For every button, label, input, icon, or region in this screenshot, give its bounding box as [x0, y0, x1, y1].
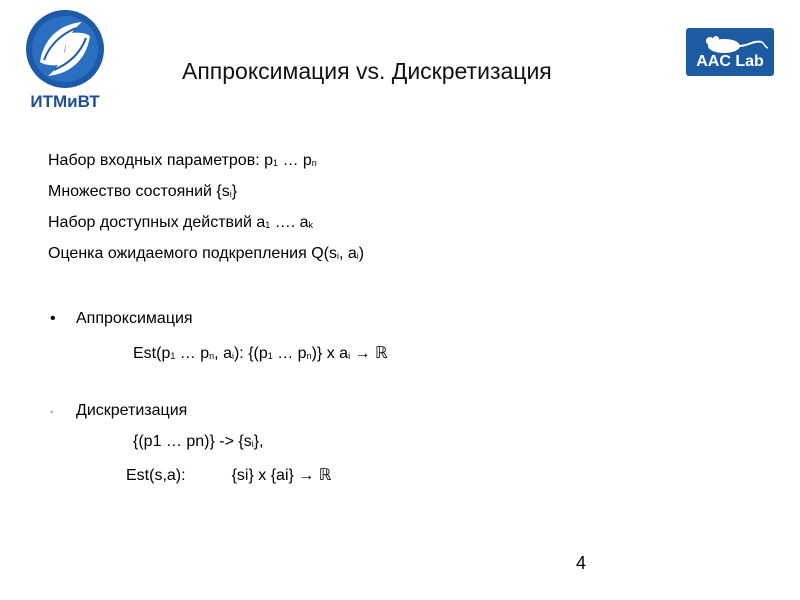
approximation-formula — [133, 343, 388, 363]
reward-line-text: Оценка ожидаемого подкрепления Q(s — [48, 245, 337, 262]
actions-line-text: …. a — [270, 214, 309, 231]
formula-text: }, — [253, 433, 264, 450]
subscript: i — [336, 251, 339, 261]
formula-text: Est(s,a): — [126, 467, 186, 484]
formula-text: → ℝ — [350, 345, 388, 362]
page-number: 4 — [576, 553, 587, 573]
subscript: k — [308, 220, 314, 230]
states-line-text: } — [231, 183, 238, 200]
approximation-bullet — [50, 310, 193, 328]
subscript: i — [356, 251, 359, 261]
formula-text: , a — [214, 345, 232, 362]
formula-text: ): {(p — [233, 345, 268, 362]
subscript: n — [311, 158, 317, 168]
formula-text: )} x a — [311, 345, 349, 362]
discretization-mapping — [133, 433, 264, 451]
subscript: i — [231, 351, 234, 361]
states-line — [48, 177, 364, 208]
subscript: i — [251, 439, 254, 449]
subscript: 1 — [265, 220, 271, 230]
formula-text: {(p1 … pn)} -> {s — [133, 433, 252, 450]
itmivt-logo-text: ИТМиВТ — [30, 92, 100, 111]
subscript: 1 — [267, 351, 273, 361]
subscript: i — [348, 351, 351, 361]
itmivt-emblem-icon — [22, 6, 108, 92]
subscript: 1 — [272, 158, 278, 168]
discretization-bullet — [50, 402, 187, 420]
bullet-dot: ◦ — [50, 407, 54, 418]
aac-lab-logo-text: AAC Lab — [696, 53, 764, 70]
discretization-label: Дискретизация — [76, 402, 188, 419]
aac-lab-logo — [686, 28, 774, 76]
parameters-line — [48, 146, 364, 177]
actions-line-text: Набор доступных действий a — [48, 214, 266, 231]
parameters-line-text: Набор входных параметров: p — [48, 152, 273, 169]
slide-title: Аппроксимация vs. Дискретизация — [182, 58, 552, 84]
formula-text: Est(p — [133, 345, 171, 362]
subscript: 1 — [170, 351, 176, 361]
reward-line-text: , a — [338, 245, 357, 262]
actions-line — [48, 208, 364, 239]
itmivt-logo — [22, 6, 108, 114]
formula-text: … p — [175, 345, 210, 362]
parameters-list — [48, 146, 364, 270]
formula-text: {si} x {ai} → ℝ — [231, 467, 332, 484]
parameters-line-text: … p — [278, 152, 312, 169]
subscript: n — [306, 351, 312, 361]
subscript: i — [229, 189, 232, 199]
reward-line-text: ) — [358, 245, 365, 262]
discretization-estimate — [126, 465, 331, 485]
approximation-label: Аппроксимация — [76, 310, 193, 327]
reward-estimate-line — [48, 239, 364, 270]
states-line-text: Множество состояний {s — [48, 183, 230, 200]
formula-text: … p — [272, 345, 307, 362]
subscript: n — [209, 351, 215, 361]
bullet-dot: • — [50, 310, 56, 327]
